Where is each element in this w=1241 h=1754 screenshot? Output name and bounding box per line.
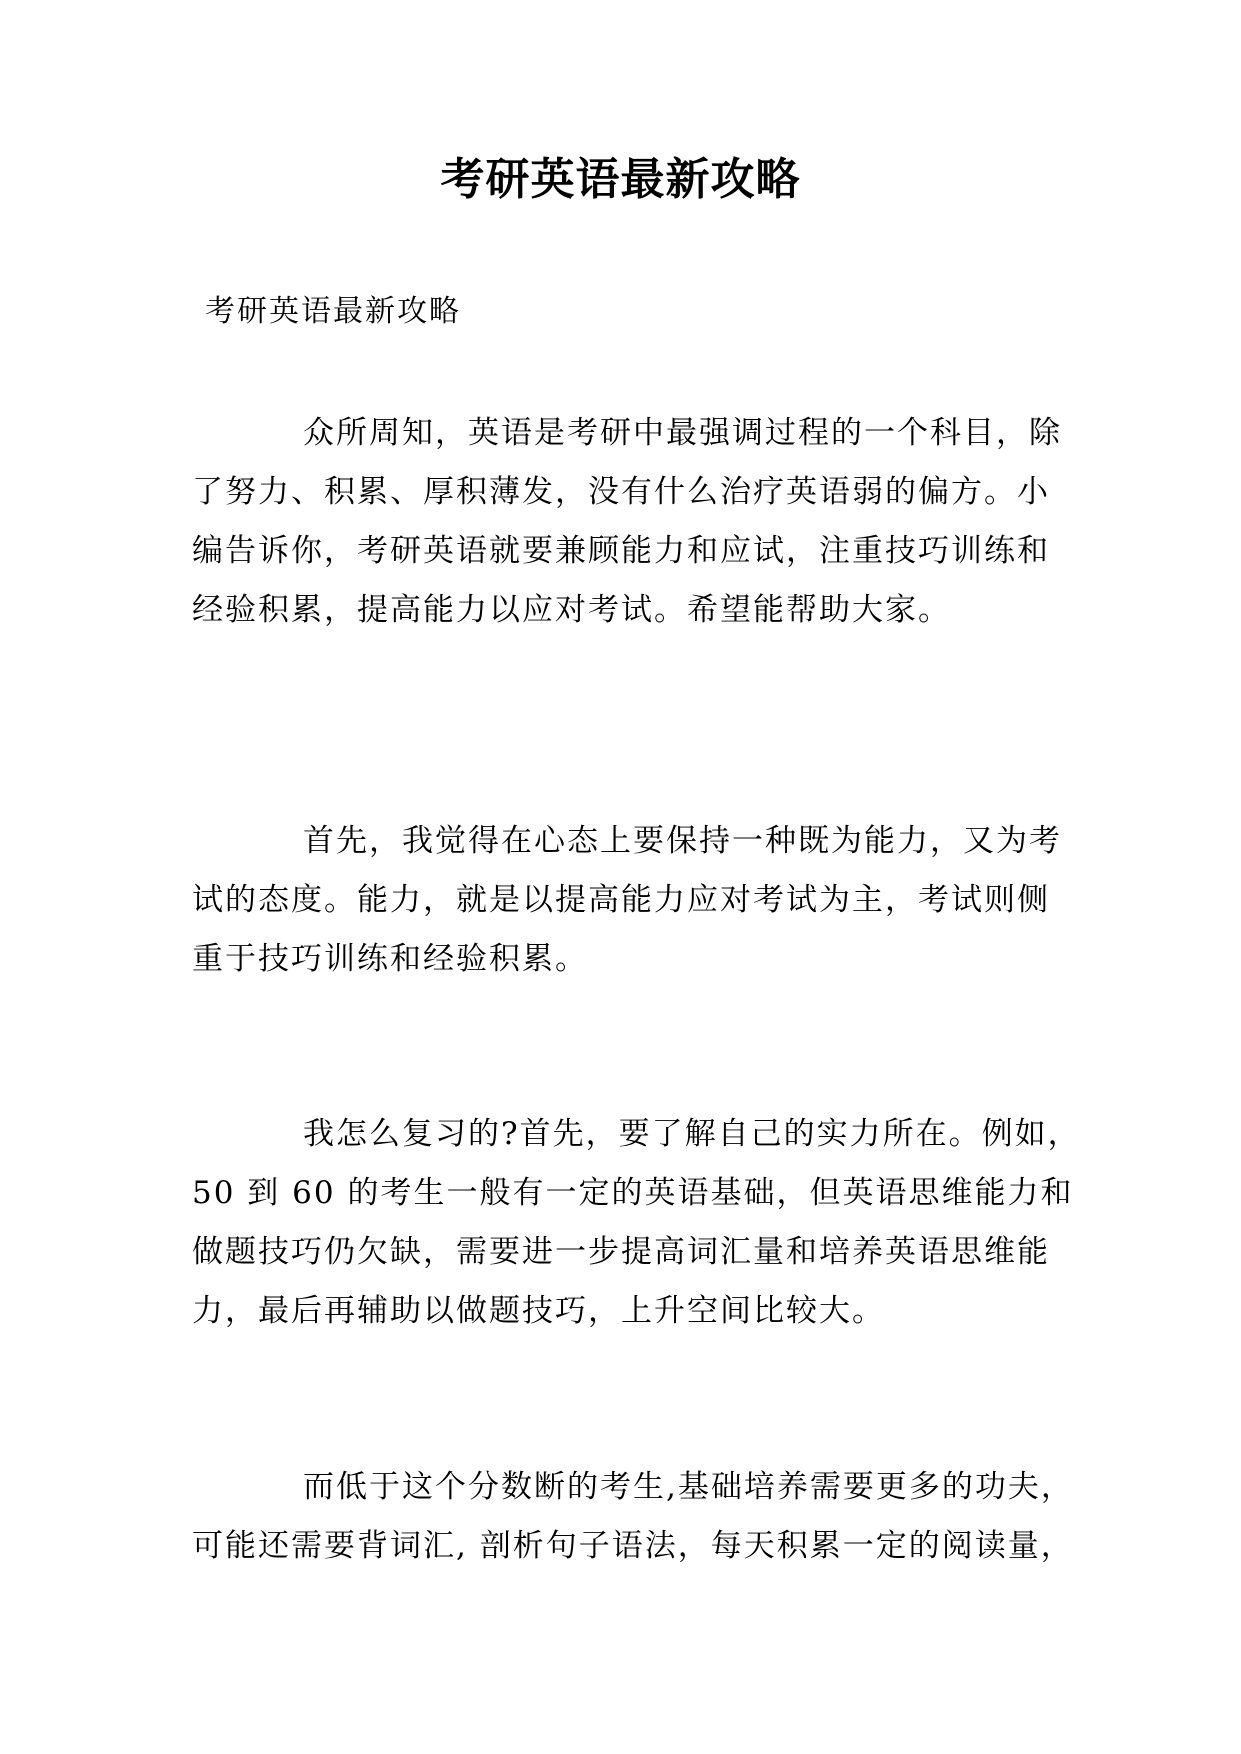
paragraph-line: 重于技巧训练和经验积累。 bbox=[192, 941, 588, 977]
paragraph-line: 力，最后再辅助以做题技巧，上升空间比较大。 bbox=[192, 1293, 885, 1329]
paragraph-4 bbox=[192, 1458, 1072, 1576]
paragraph-line: 做题技巧仍欠缺，需要进一步提高词汇量和培养英语思维能 bbox=[192, 1234, 1050, 1270]
paragraph-line: 可能还需要背词汇, 剖析句子语法，每天积累一定的阅读量， bbox=[192, 1528, 1074, 1564]
paragraph-line: 众所周知，英语是考研中最强调过程的一个科目，除 bbox=[303, 415, 1062, 451]
paragraph-line: 50 到 60 的考生一般有一定的英语基础，但英语思维能力和 bbox=[192, 1175, 1074, 1211]
paragraph-line: 编告诉你，考研英语就要兼顾能力和应试，注重技巧训练和 bbox=[192, 533, 1050, 569]
paragraph-line: 首先，我觉得在心态上要保持一种既为能力，又为考 bbox=[303, 823, 1062, 859]
document-subtitle: 考研英语最新攻略 bbox=[205, 294, 461, 329]
paragraph-3 bbox=[192, 1105, 1081, 1341]
paragraph-line: 我怎么复习的?首先，要了解自己的实力所在。例如， bbox=[303, 1116, 1081, 1152]
document-title: 考研英语最新攻略 bbox=[440, 154, 801, 205]
paragraph-1 bbox=[192, 404, 1072, 640]
paragraph-2 bbox=[192, 812, 1072, 989]
paragraph-line: 而低于这个分数断的考生,基础培养需要更多的功夫， bbox=[303, 1469, 1074, 1505]
paragraph-line: 试的态度。能力，就是以提高能力应对考试为主，考试则侧 bbox=[192, 882, 1050, 918]
paragraph-line: 了努力、积累、厚积薄发，没有什么治疗英语弱的偏方。小 bbox=[192, 474, 1050, 510]
paragraph-line: 经验积累，提高能力以应对考试。希望能帮助大家。 bbox=[192, 592, 951, 628]
